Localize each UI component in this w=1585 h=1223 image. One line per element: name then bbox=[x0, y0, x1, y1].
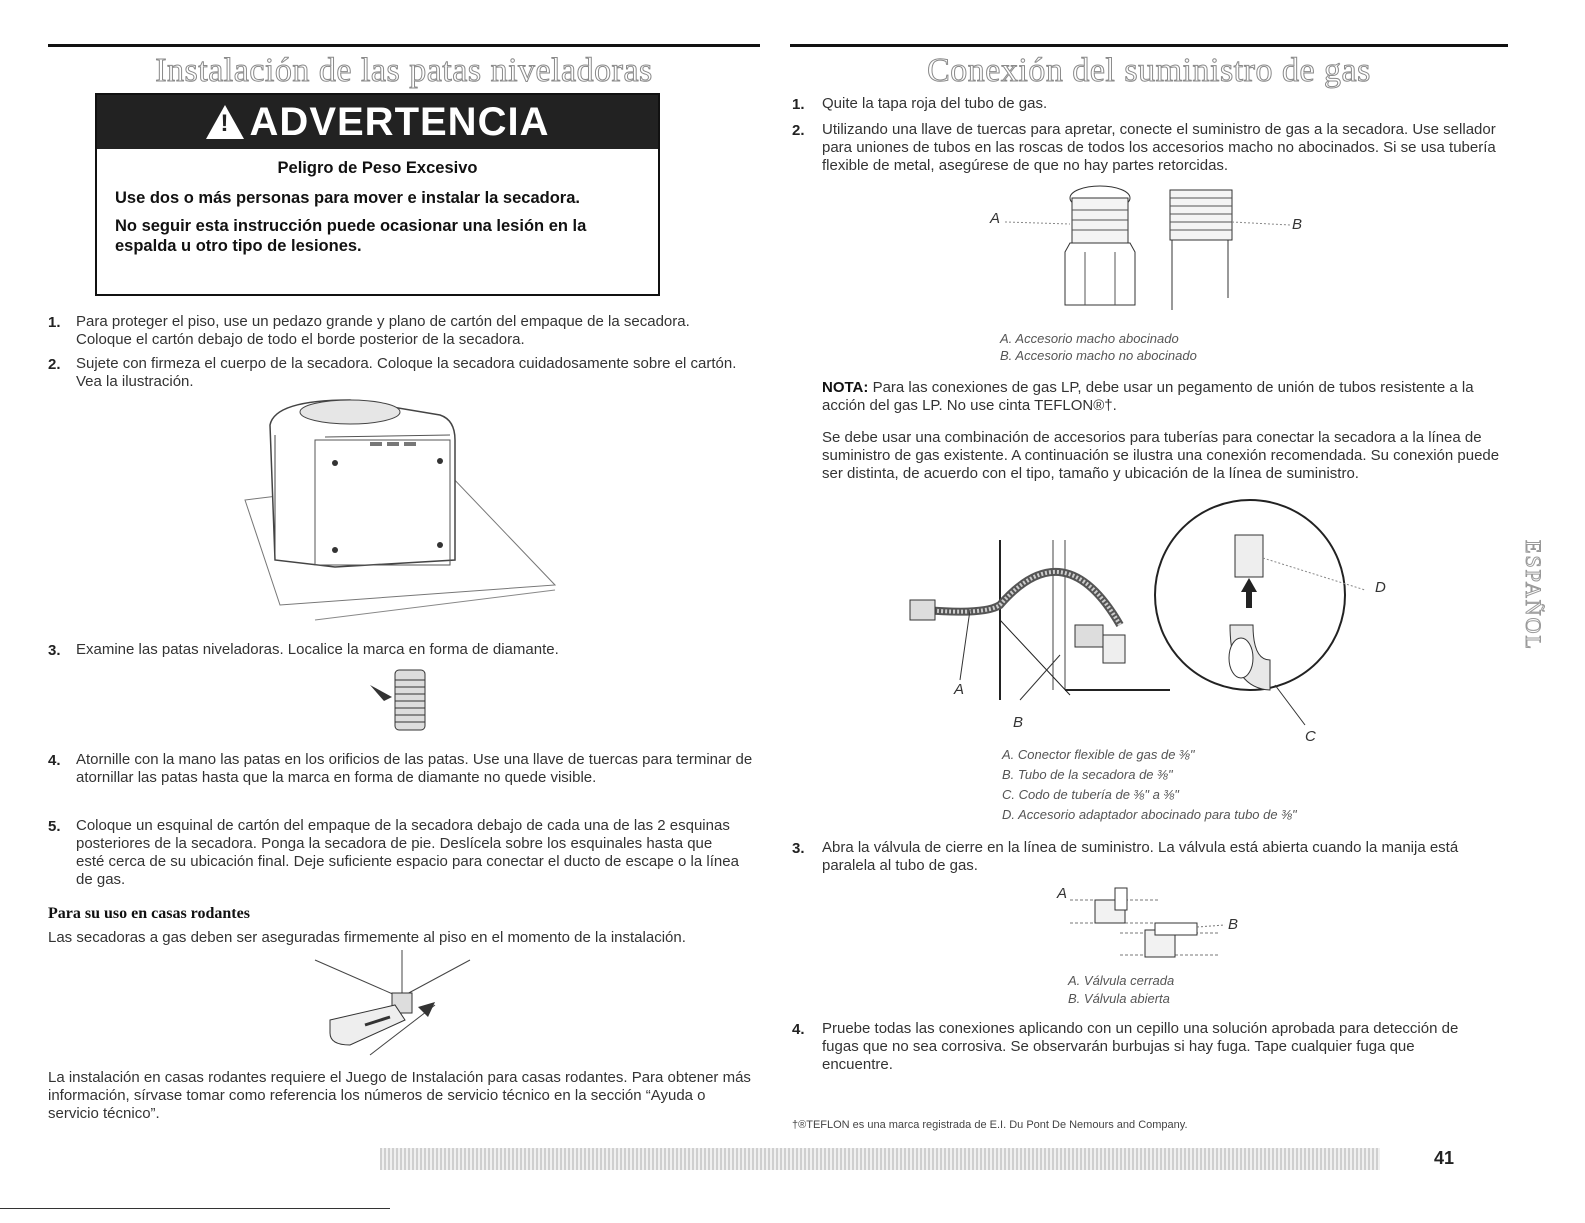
right-heading: Conexión del suministro de gas bbox=[927, 52, 1371, 89]
left-step-3-number: 3. bbox=[48, 642, 61, 659]
mobile-home-heading: Para su uso en casas rodantes bbox=[48, 905, 250, 922]
fig2-caption-b: B. Tubo de la secadora de ⅜" bbox=[1002, 767, 1173, 782]
gas-valve-illustration bbox=[1060, 885, 1240, 960]
right-step-3-text: Abra la válvula de cierre en la línea de suministro. La válvula está abierta cuando la manija está paralela al tubo de gas. bbox=[822, 839, 1459, 874]
warning-header bbox=[97, 95, 658, 149]
gas-fittings-illustration bbox=[1000, 180, 1290, 315]
right-step-4-text: Pruebe todas las conexiones aplicando con un cepillo una solución aprobada para detección de fugas que no sea corrosiva. Se observarán burbujas si hay fuga. Tape cualquier fuga que encuentre. bbox=[822, 1020, 1459, 1073]
warning-triangle-icon: ! bbox=[206, 105, 244, 139]
right-top-rule bbox=[790, 44, 1508, 47]
fig2-caption-c: C. Codo de tubería de ⅜" a ⅜" bbox=[1002, 787, 1179, 802]
mobile-home-paragraph-2: La instalación en casas rodantes requiere el Juego de Instalación para casas rodantes. Para obtener más información, sírvase tomar como referencia los números de servicio técnico en la sección “Ayuda o servicio técnico”. bbox=[48, 1069, 751, 1122]
gas-connection-illustration bbox=[905, 510, 1375, 740]
right-step-2-text: Utilizando una llave de tuercas para apretar, conecte el suministro de gas a la secadora. Use sellador para uniones de tubos en las roscas de todos los accesorios macho no abocinados. Si se usa tubería flexible de metal, asegúrese de que no hay partes retorcidas. bbox=[822, 121, 1496, 174]
fig1-label-a: A bbox=[990, 210, 1001, 227]
left-step-2-number: 2. bbox=[48, 356, 61, 373]
fig3-label-a: A bbox=[1057, 885, 1068, 902]
nota-paragraph bbox=[822, 379, 1492, 415]
warning-paragraph-2: No seguir esta instrucción puede ocasionar una lesión en la espalda u otro tipo de lesiones. bbox=[115, 217, 587, 255]
warning-title: Peligro de Peso Excesivo bbox=[277, 159, 478, 177]
warning-paragraph-1: Use dos o más personas para mover e instalar la secadora. bbox=[115, 189, 580, 207]
fig2-label-c: C bbox=[1305, 728, 1316, 745]
right-step-1-number: 1. bbox=[792, 96, 805, 113]
fig3-caption-b: B. Válvula abierta bbox=[1068, 991, 1170, 1006]
right-step-4-number: 4. bbox=[792, 1021, 805, 1038]
fig2-label-b: B bbox=[1013, 714, 1024, 731]
dryer-on-cardboard-illustration bbox=[240, 395, 560, 635]
fig2-label-a: A bbox=[954, 681, 965, 698]
footer-bar bbox=[380, 1148, 1380, 1170]
warning-label: ADVERTENCIA bbox=[249, 99, 550, 144]
left-step-3-text: Examine las patas niveladoras. Localice la marca en forma de diamante. bbox=[76, 641, 559, 658]
right-step-2-number: 2. bbox=[792, 122, 805, 139]
nota-label: NOTA: bbox=[822, 379, 869, 396]
fig2-caption-a: A. Conector flexible de gas de ⅜" bbox=[1002, 747, 1195, 762]
fig1-label-b: B bbox=[1292, 216, 1303, 233]
nota-text: Para las conexiones de gas LP, debe usar un pegamento de unión de tubos resistente a la acción del gas LP. No use cinta TEFLON®†. bbox=[822, 379, 1474, 414]
left-top-rule bbox=[48, 44, 760, 47]
right-step-3-number: 3. bbox=[792, 840, 805, 857]
left-step-1-number: 1. bbox=[48, 314, 61, 331]
leveling-leg-illustration bbox=[370, 665, 430, 735]
left-step-5-number: 5. bbox=[48, 818, 61, 835]
left-step-1-text: Para proteger el piso, use un pedazo grande y plano de cartón del empaque de la secadora. Coloque el cartón debajo de todo el borde posterior de la secadora. bbox=[76, 313, 690, 348]
right-step-1-text: Quite la tapa roja del tubo de gas. bbox=[822, 95, 1048, 112]
left-step-5-text: Coloque un esquinal de cartón del empaque de la secadora debajo de cada una de las 2 esquinas posteriores de la secadora. Ponga la secadora de pie. Deslícela sobre los esquinales hasta que esté cerca de su ubicación final. Deje suficiente espacio para conectar el ducto de escape o la línea de gas. bbox=[76, 817, 739, 888]
floor-bracket-illustration bbox=[310, 945, 480, 1060]
left-step-4-number: 4. bbox=[48, 752, 61, 769]
fig2-caption-d: D. Accesorio adaptador abocinado para tubo de ⅜" bbox=[1002, 807, 1297, 822]
fig1-caption-b: B. Accesorio macho no abocinado bbox=[1000, 348, 1197, 363]
fig3-label-b: B bbox=[1228, 916, 1239, 933]
fig3-caption-a: A. Válvula cerrada bbox=[1068, 973, 1175, 988]
fig2-label-d: D bbox=[1375, 579, 1386, 596]
left-heading: Instalación de las patas niveladoras bbox=[155, 52, 653, 89]
mobile-home-paragraph-1: Las secadoras a gas deben ser aseguradas firmemente al piso en el momento de la instalación. bbox=[48, 929, 686, 946]
fig1-caption-a: A. Accesorio macho abocinado bbox=[1000, 331, 1179, 346]
bottom-rule bbox=[0, 1208, 390, 1209]
page-number: 41 bbox=[1434, 1148, 1455, 1168]
left-step-2-text: Sujete con firmeza el cuerpo de la secadora. Coloque la secadora cuidadosamente sobre el cartón. Vea la ilustración. bbox=[76, 355, 737, 390]
left-step-4-text: Atornille con la mano las patas en los orificios de las patas. Use una llave de tuercas para terminar de atornillar las patas hasta que la marca en forma de diamante no quede visible. bbox=[76, 751, 753, 786]
warning-box bbox=[95, 93, 660, 296]
language-side-tab: ESPAÑOL bbox=[1521, 540, 1546, 651]
teflon-footnote: †®TEFLON es una marca registrada de E.I. Du Pont De Nemours and Company. bbox=[792, 1119, 1188, 1131]
combination-paragraph: Se debe usar una combinación de accesorios para tuberías para conectar la secadora a la línea de suministro de gas existente. A continuación se ilustra una conexión recomendada. Su conexión puede ser distinta, de acuerdo con el tipo, tamaño y ubicación de la línea de suministro. bbox=[822, 429, 1500, 482]
